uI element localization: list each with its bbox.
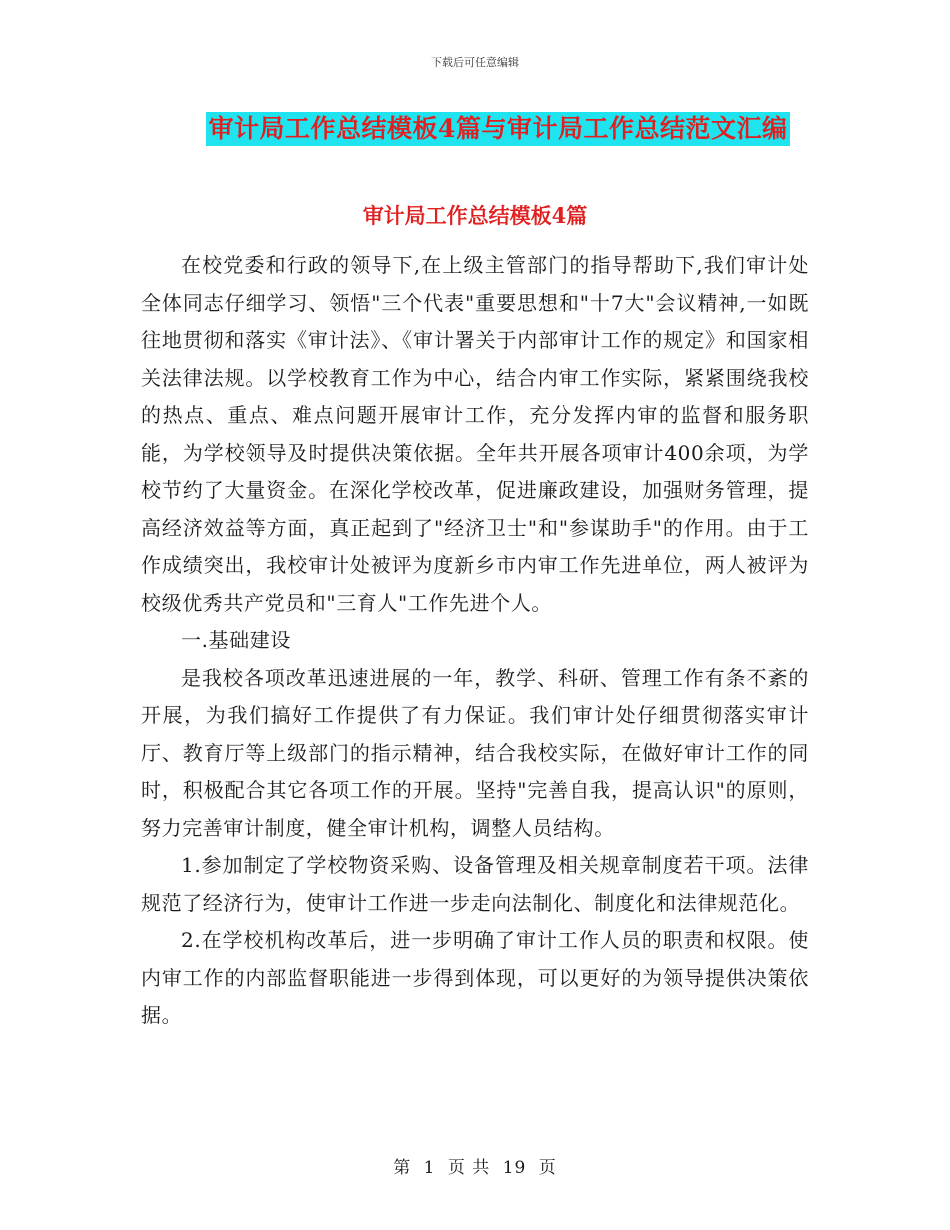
footer-total-pages: 19 [502,1158,527,1178]
footer-suffix: 页 [538,1158,557,1178]
paragraph-basic-construction: 是我校各项改革迅速进展的一年，教学、科研、管理工作有条不紊的开展，为我们搞好工作提供了有力保证。我们审计处仔细贯彻落实审计厅、教育厅等上级部门的指示精神，结合我校实际，在做好审计工作的同时，积极配合其它各项工作的开展。坚持"完善自我，提高认识"的原则，努力完善审计制度，健全审计机构，调整人员结构。 [141,665,809,840]
footer-prefix: 第 [393,1158,412,1178]
footer-page-number: 1 [423,1158,436,1178]
body-text [141,247,809,1035]
paragraph-item-1: 1.参加制定了学校物资采购、设备管理及相关规章制度若干项。法律规范了经济行为，使审计工作进一步走向法制化、制度化和法律规范化。 [141,853,809,915]
page-footer [0,1153,950,1178]
main-title: 审计局工作总结模板4篇与审计局工作总结范文汇编 [206,112,791,146]
main-title-container [0,112,950,146]
paragraph-intro: 在校党委和行政的领导下,在上级主管部门的指导帮助下,我们审计处全体同志仔细学习、领悟"三个代表"重要思想和"十7大"会议精神,一如既往地贯彻和落实《审计法》、《审计署关于内部审计工作的规定》和国家相关法律法规。以学校教育工作为中心，结合内审工作实际，紧紧围绕我校的热点、重点、难点问题开展审计工作，充分发挥内审的监督和服务职能，为学校领导及时提供决策依据。全年共开展各项审计400余项，为学校节约了大量资金。在深化学校改革，促进廉政建设，加强财务管理，提高经济效益等方面，真正起到了"经济卫士"和"参谋助手"的作用。由于工作成绩突出，我校审计处被评为度新乡市内审工作先进单位，两人被评为校级优秀共产党员和"三育人"工作先进个人。 [141,253,809,615]
paragraph-item-2: 2.在学校机构改革后，进一步明确了审计工作人员的职责和权限。使内审工作的内部监督职能进一步得到体现，可以更好的为领导提供决策依据。 [141,928,809,1027]
footer-mid: 页 共 [447,1158,491,1178]
section-title: 审计局工作总结模板4篇 [362,203,588,228]
section-heading-basic-construction: 一.基础建设 [181,628,291,652]
header-note: 下载后可任意编辑 [431,56,519,69]
